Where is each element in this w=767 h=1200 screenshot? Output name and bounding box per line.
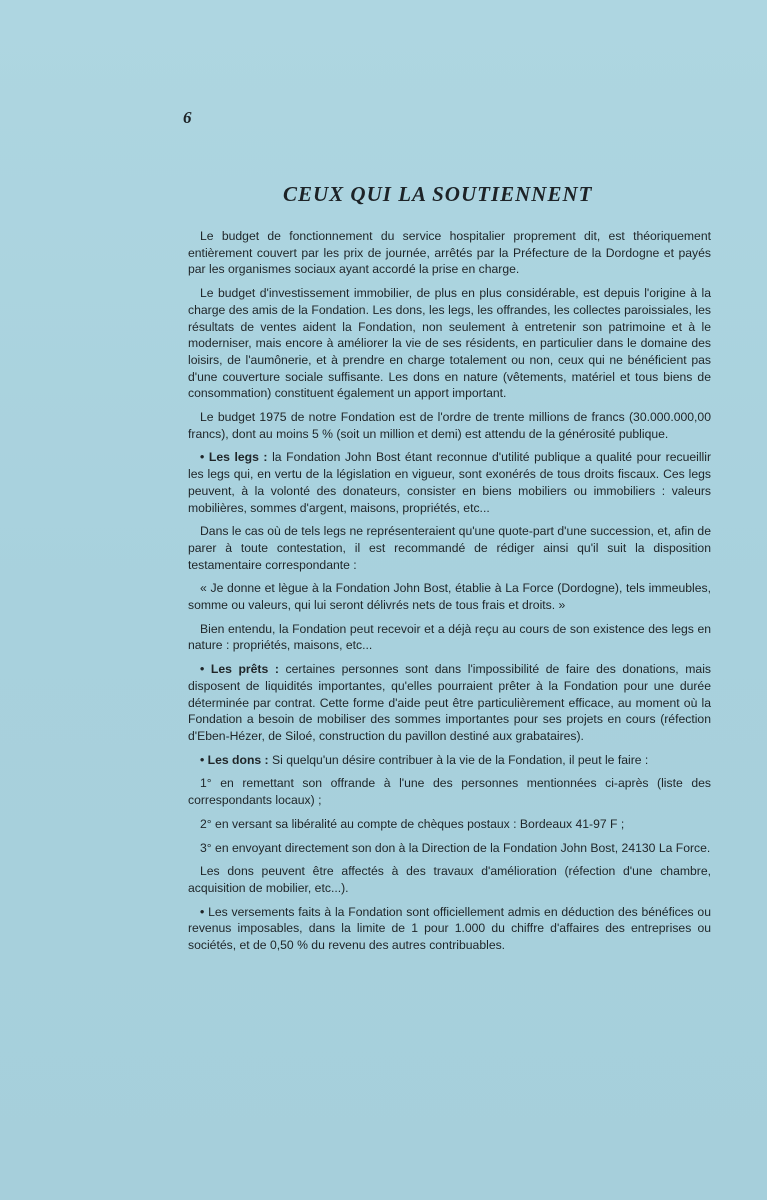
paragraph-dons-2: 2° en versant sa libéralité au compte de chèques postaux : Bordeaux 41-97 F ; [200,816,625,831]
paragraph-dons: • Les dons : Si quelqu'un désire contribuer à la vie de la Fondation, il peut le faire : [200,752,649,767]
paragraph-lead: Les prêts : [210,662,279,677]
paragraph-dons-1: 1° en remettant son offrande à l'une des personnes mentionnées ci-après (liste des correspondants locaux) ; [188,776,711,808]
bullet: • [200,752,205,767]
paragraph-budget-1975: Le budget 1975 de notre Fondation est de l'ordre de trente millions de francs (30.000.000,00 francs), dont au moins 5 % (soit un million et demi) est attendu de la générosité publique. [188,410,711,441]
paragraph-dons-affectes: Les dons peuvent être affectés à des travaux d'amélioration (réfection d'une chambre, acquisition de mobilier, etc...). [188,864,711,895]
body-text [188,228,711,961]
paragraph-legs-nature: Bien entendu, la Fondation peut recevoir et a déjà reçu au cours de son existence des legs en nature : propriétés, maisons, etc... [188,621,711,653]
paragraph-quote-part: Dans le cas où de tels legs ne représenteraient qu'une quote-part d'une succession, et, afin de parer à toute contestation, il est recommandé de rédiger ainsi qu'il suit la disposition testamentaire correspondante : [188,524,711,572]
paragraph-legs: • Les legs : la Fondation John Bost étant reconnue d'utilité publique a qualité pour recueillir les legs qui, en vertu de la législation en vigueur, sont exonérés de tous droits fiscaux. Ces legs peuvent, à la volonté des donateurs, consister en biens mobiliers ou immobiliers : valeurs mobilières, sommes d'argent, maisons, propriétés, etc... [188,450,712,515]
paragraph-prets: • Les prêts : certaines personnes sont dans l'impossibilité de faire des donations, mais disposent de liquidités importantes, qu'elles pourraient prêter à la Fondation pour une durée déterminée par contrat. Cette forme d'aide peut être particulièrement efficace, au moment où la Fondation a besoin de mobiliser des sommes importantes pour ses projets en cours (réfection d'Eben-Hézer, de Siloé, construction du pavillon destiné aux grabataires). [188,662,711,743]
paragraph-dons-3: 3° en envoyant directement son don à la Direction de la Fondation John Bost, 24130 La Force. [200,840,711,855]
bullet: • [200,904,205,919]
page-title: CEUX QUI LA SOUTIENNENT [283,182,593,206]
paragraph-versements: • Les versements faits à la Fondation sont officiellement admis en déduction des bénéfices ou revenus imposables, dans la limite de 1 pour 1.000 du chiffre d'affaires des entreprises ou sociétés, et de 0,50 % du revenu des autres contribuables. [188,904,711,953]
bullet: • [200,662,205,677]
paragraph-investissement: Le budget d'investissement immobilier, de plus en plus considérable, est depuis l'origine à la charge des amis de la Fondation. Les dons, les legs, les offrandes, les collectes paroissiales, les résultats de ventes aident la Fondation, non seulement à entretenir son patrimoine et à le moderniser, mais encore à améliorer la vie de ses résidents, en particulier dans le domaine des loisirs, de l'aumônerie, et à prendre en charge totalement ou non, ceux qui ne bénéficient pas d'une couverture sociale suffisante. Les dons en nature (vêtements, matériel et tous biens de consommation) constituent également un apport important. [188,286,711,401]
paragraph-fonctionnement: Le budget de fonctionnement du service hospitalier proprement dit, est théoriquement entièrement couvert par les prix de journée, arrêtés par la Préfecture de la Dordogne et payés par les organismes sociaux ayant accordé la prise en charge. [188,229,711,277]
bullet: • [200,450,205,465]
paragraph-testament-quote: « Je donne et lègue à la Fondation John Bost, établie à La Force (Dordogne), tels immeubles, somme ou valeurs, qui lui seront délivrés nets de tous frais et droits. » [188,581,711,613]
paragraph-lead: Les dons : [207,752,269,767]
page-number: 6 [183,108,192,127]
paragraph-lead: Les legs : [208,450,268,465]
